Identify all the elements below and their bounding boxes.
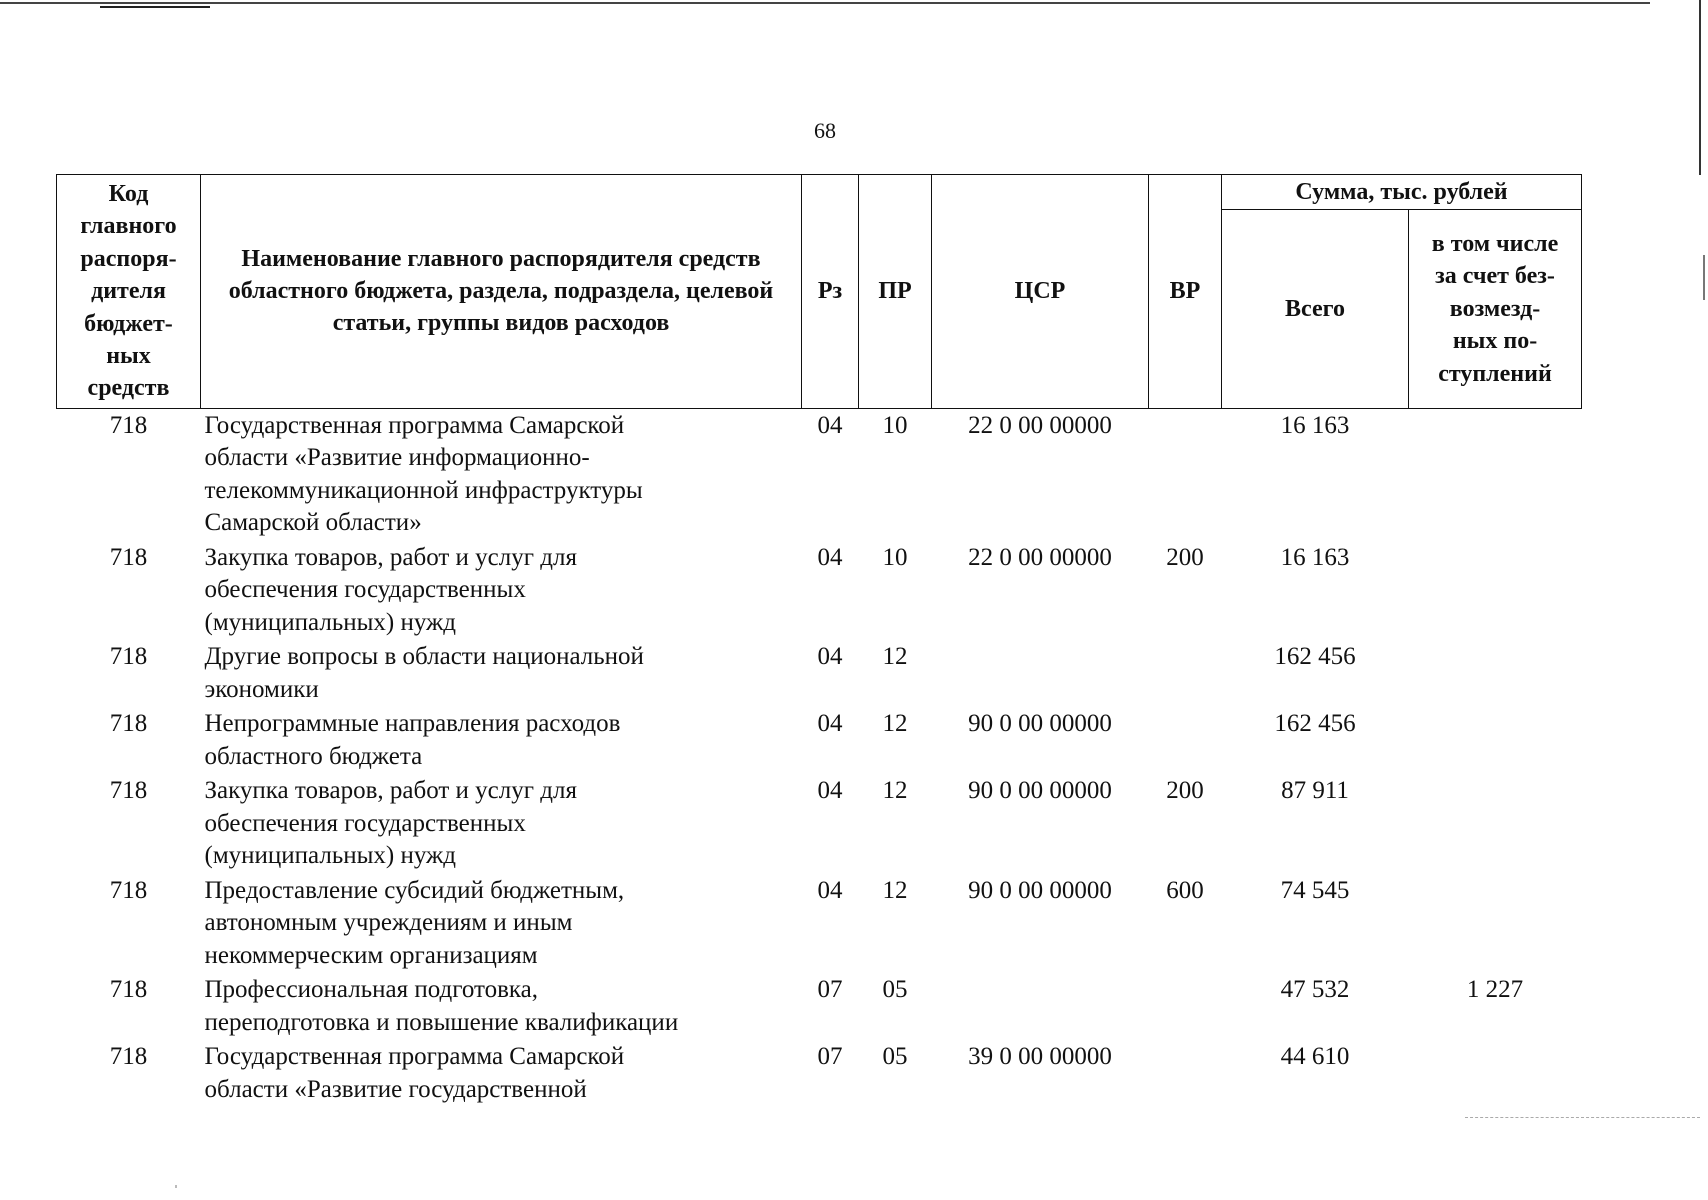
header-code-line: бюджет- [84,310,173,337]
header-free-line: возмезд- [1449,295,1541,322]
header-code-line: средств [87,375,170,402]
cell-free [1409,640,1582,707]
cell-free [1409,774,1582,874]
cell-name-line: телекоммуникационной инфраструктуры [204,476,643,504]
table-row [57,973,1582,1040]
cell-pr: 05 [882,976,908,1004]
cell-name-line: Другие вопросы в области национальной [204,643,644,671]
cell-pr: 12 [882,777,908,805]
cell-vr [1149,1040,1222,1107]
header-code-line: дителя [91,278,166,305]
cell-rz: 04 [817,777,843,805]
header-free-line: ных по- [1452,328,1538,355]
cell-vr: 600 [1166,876,1204,904]
cell-csr [932,640,1149,707]
cell-csr: 39 0 00 00000 [968,1043,1112,1071]
scan-edge-top [0,2,1650,4]
cell-name-line: переподготовка и повышение квалификации [204,1008,679,1036]
cell-rz: 07 [817,1043,843,1071]
cell-csr: 90 0 00 00000 [968,876,1112,904]
cell-code: 718 [109,710,148,738]
cell-code: 718 [109,876,148,904]
scan-mark-top [100,6,210,8]
cell-free [1409,874,1582,974]
cell-name-line: области «Развитие государственной [204,1075,587,1103]
cell-pr: 12 [882,710,908,738]
cell-vr: 200 [1166,543,1204,571]
cell-vr [1149,640,1222,707]
page-number: 68 [814,118,836,143]
cell-pr: 10 [882,411,908,439]
cell-csr: 22 0 00 00000 [968,411,1112,439]
cell-name-line: (муниципальных) нужд [204,842,457,870]
header-pr: ПР [859,175,932,409]
cell-code: 718 [109,643,148,671]
cell-name [201,774,802,874]
cell-total: 44 610 [1280,1043,1350,1071]
cell-name-line: автономным учреждениям и иным [204,909,573,937]
cell-name-line: области «Развитие информационно- [204,444,590,472]
cell-pr: 05 [882,1043,908,1071]
table-row [57,541,1582,641]
cell-code: 718 [109,777,148,805]
header-csr: ЦСР [932,175,1149,409]
header-code-line: главного [80,213,177,240]
header-code-line: ных [106,343,151,370]
cell-vr: 200 [1166,777,1204,805]
cell-total: 162 456 [1274,710,1356,738]
cell-pr: 12 [882,643,908,671]
cell-total: 74 545 [1280,876,1350,904]
cell-vr [1149,707,1222,774]
table-row [57,707,1582,774]
cell-name [201,541,802,641]
cell-name-line: Непрограммные направления расходов [204,710,621,738]
cell-name-line: обеспечения государственных [204,809,526,837]
cell-name [201,707,802,774]
cell-csr: 90 0 00 00000 [968,710,1112,738]
table-row [57,408,1582,541]
scan-artifact-dot [175,1185,177,1188]
cell-csr [932,973,1149,1040]
cell-name [201,640,802,707]
header-rz: Рз [802,175,859,409]
table-row [57,1040,1582,1107]
cell-vr [1149,408,1222,541]
cell-pr: 12 [882,876,908,904]
cell-name-line: Государственная программа Самарской [204,1043,625,1071]
cell-free [1409,541,1582,641]
header-vr: ВР [1149,175,1222,409]
cell-name-line: экономики [204,675,319,703]
cell-rz: 04 [817,411,843,439]
cell-rz: 04 [817,710,843,738]
cell-total: 16 163 [1280,411,1350,439]
header-free-line: за счет без- [1435,263,1555,290]
cell-name-line: Государственная программа Самарской [204,411,625,439]
cell-name-line: Закупка товаров, работ и услуг для [204,543,577,571]
header-free [1409,210,1582,409]
cell-free [1409,707,1582,774]
header-name-text: Наименование главного распорядителя средств областного бюджета, раздела, подраздела, целевой статьи, группы видов расходов [228,246,774,337]
cell-name [201,1040,802,1107]
cell-csr: 90 0 00 00000 [968,777,1112,805]
cell-total: 87 911 [1281,777,1349,805]
cell-total: 47 532 [1280,976,1350,1004]
header-name [201,175,802,409]
header-free-line: в том числе [1431,230,1559,257]
table-row [57,774,1582,874]
cell-rz: 04 [817,876,843,904]
cell-name-line: (муниципальных) нужд [204,608,457,636]
cell-csr: 22 0 00 00000 [968,543,1112,571]
table-row [57,874,1582,974]
cell-name [201,973,802,1040]
header-code-line: распоря- [80,245,177,272]
cell-pr: 10 [882,543,908,571]
cell-name [201,408,802,541]
cell-total: 16 163 [1280,543,1350,571]
header-free-line: ступлений [1438,360,1552,387]
cell-name-line: Закупка товаров, работ и услуг для [204,777,577,805]
cell-free [1409,1040,1582,1107]
cell-free [1409,408,1582,541]
cell-name-line: Профессиональная подготовка, [204,976,539,1004]
cell-rz: 07 [817,976,843,1004]
cell-rz: 04 [817,543,843,571]
header-total: Всего [1222,210,1409,409]
header-code [57,175,201,409]
scan-edge-right [1699,0,1701,175]
cell-name-line: обеспечения государственных [204,576,526,604]
cell-name-line: Предоставление субсидий бюджетным, [204,876,625,904]
cell-free: 1 227 [1466,976,1524,1004]
cell-rz: 04 [817,643,843,671]
table-row [57,640,1582,707]
header-sum: Сумма, тыс. рублей [1222,175,1582,210]
cell-name [201,874,802,974]
scan-artifact-dashes [1465,1117,1700,1118]
cell-code: 718 [109,543,148,571]
cell-name-line: некоммерческим организациям [204,941,538,969]
cell-code: 718 [109,411,148,439]
cell-code: 718 [109,976,148,1004]
cell-code: 718 [109,1043,148,1071]
scan-mark-right [1703,255,1705,300]
cell-vr [1149,973,1222,1040]
cell-name-line: областного бюджета [204,742,423,770]
cell-total: 162 456 [1274,643,1356,671]
cell-name-line: Самарской области» [204,509,422,537]
header-code-line: Код [108,181,149,207]
budget-table [56,174,1582,1107]
